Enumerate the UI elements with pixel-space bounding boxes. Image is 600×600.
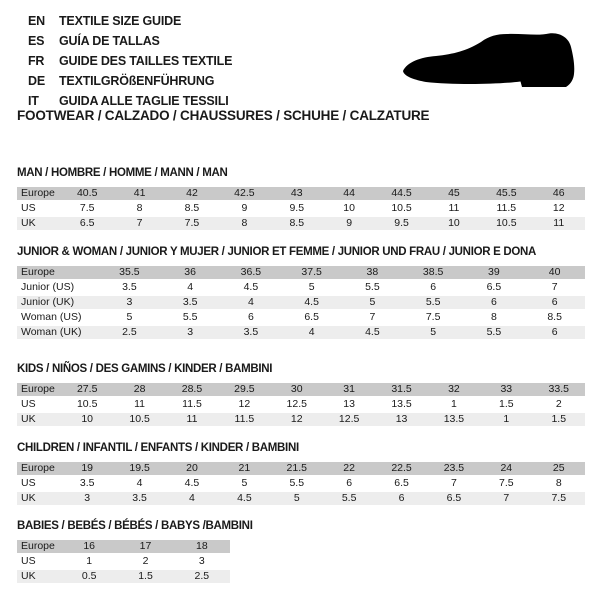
row-label: Junior (UK) [17, 295, 99, 310]
size-value: 12 [218, 397, 270, 412]
language-row-de [28, 71, 232, 91]
size-value: 33 [480, 383, 532, 397]
size-value: 45 [428, 187, 480, 201]
row-label: UK [17, 216, 61, 231]
size-value: 7.5 [403, 310, 464, 325]
language-code: ES [28, 34, 45, 48]
size-value: 12.5 [271, 397, 323, 412]
category-title: FOOTWEAR / CALZADO / CHAUSSURES / SCHUHE / CALZATURE [17, 108, 430, 123]
row-label: UK [17, 412, 61, 427]
size-value: 7.5 [533, 491, 585, 506]
size-value: 4.5 [166, 476, 218, 491]
section-title-man: MAN / HOMBRE / HOMME / MANN / MAN [17, 167, 228, 179]
size-value: 18 [174, 540, 230, 554]
size-value: 6 [221, 310, 282, 325]
size-row-us [17, 397, 585, 412]
size-value: 5 [281, 280, 342, 295]
size-value: 10.5 [113, 412, 165, 427]
size-value: 1.5 [480, 397, 532, 412]
size-value: 33.5 [533, 383, 585, 397]
size-row-europe [17, 540, 230, 554]
size-value: 11 [428, 201, 480, 216]
row-label: US [17, 554, 61, 569]
size-value: 7 [480, 491, 532, 506]
size-row-us [17, 476, 585, 491]
size-value: 11.5 [480, 201, 532, 216]
section-title-children: CHILDREN / INFANTIL / ENFANTS / KINDER / BAMBINI [17, 442, 299, 454]
size-value: 6.5 [61, 216, 113, 231]
size-value: 13 [323, 397, 375, 412]
size-table-babies [17, 540, 230, 585]
size-value: 4 [281, 325, 342, 340]
size-value: 31.5 [375, 383, 427, 397]
size-value: 4.5 [218, 491, 270, 506]
size-value: 6.5 [375, 476, 427, 491]
row-label: Europe [17, 540, 61, 554]
row-label: US [17, 201, 61, 216]
language-label: GUIDA ALLE TAGLIE TESSILI [59, 94, 229, 108]
size-value: 30 [271, 383, 323, 397]
size-value: 5.5 [160, 310, 221, 325]
size-value: 12.5 [323, 412, 375, 427]
size-value: 19 [61, 462, 113, 476]
language-row-es [28, 31, 232, 51]
size-value: 5.5 [271, 476, 323, 491]
size-row-europe [17, 462, 585, 476]
size-value: 4 [160, 280, 221, 295]
size-value: 6 [464, 295, 525, 310]
section-children [17, 442, 585, 507]
size-value: 3 [160, 325, 221, 340]
size-value: 3.5 [99, 280, 160, 295]
size-value: 35.5 [99, 266, 160, 280]
size-value: 6 [403, 280, 464, 295]
size-value: 8 [218, 216, 270, 231]
section-kids [17, 363, 585, 428]
size-value: 9 [323, 216, 375, 231]
size-table-junior-woman [17, 266, 585, 341]
language-code: DE [28, 74, 45, 88]
language-code: EN [28, 14, 45, 28]
row-label: Junior (US) [17, 280, 99, 295]
size-value: 4.5 [281, 295, 342, 310]
size-value: 13.5 [375, 397, 427, 412]
size-value: 6.5 [464, 280, 525, 295]
size-value: 10.5 [480, 216, 532, 231]
size-value: 32 [428, 383, 480, 397]
size-value: 44.5 [375, 187, 427, 201]
row-label: Europe [17, 383, 61, 397]
size-value: 36 [160, 266, 221, 280]
size-value: 4.5 [342, 325, 403, 340]
row-label: US [17, 397, 61, 412]
size-value: 6 [524, 325, 585, 340]
size-value: 1.5 [117, 569, 173, 584]
size-value: 31 [323, 383, 375, 397]
size-value: 3.5 [113, 491, 165, 506]
size-value: 13 [375, 412, 427, 427]
size-row-us [17, 201, 585, 216]
size-value: 7.5 [166, 216, 218, 231]
size-value: 9.5 [375, 216, 427, 231]
size-row-us [17, 554, 230, 569]
size-value: 7 [428, 476, 480, 491]
size-value: 9.5 [271, 201, 323, 216]
size-row-europe [17, 383, 585, 397]
size-value: 8 [113, 201, 165, 216]
section-babies [17, 520, 253, 585]
size-value: 36.5 [221, 266, 282, 280]
size-value: 5 [99, 310, 160, 325]
size-value: 1 [61, 554, 117, 569]
size-row-uk [17, 569, 230, 584]
size-value: 7 [524, 280, 585, 295]
row-label: UK [17, 491, 61, 506]
size-value: 3.5 [221, 325, 282, 340]
language-row-fr [28, 51, 232, 71]
size-row-woman-uk [17, 325, 585, 340]
size-value: 10.5 [375, 201, 427, 216]
size-value: 39 [464, 266, 525, 280]
size-value: 17 [117, 540, 173, 554]
size-value: 11 [166, 412, 218, 427]
size-value: 10 [61, 412, 113, 427]
size-value: 7.5 [480, 476, 532, 491]
row-label: Europe [17, 266, 99, 280]
section-junior-woman [17, 246, 585, 341]
size-value: 2.5 [99, 325, 160, 340]
size-value: 37.5 [281, 266, 342, 280]
size-value: 42.5 [218, 187, 270, 201]
size-table-kids [17, 383, 585, 428]
size-value: 19.5 [113, 462, 165, 476]
size-value: 46 [533, 187, 585, 201]
size-value: 41 [113, 187, 165, 201]
size-value: 4.5 [221, 280, 282, 295]
size-value: 6 [524, 295, 585, 310]
size-value: 7 [342, 310, 403, 325]
size-value: 16 [61, 540, 117, 554]
size-value: 9 [218, 201, 270, 216]
size-value: 23.5 [428, 462, 480, 476]
size-value: 40 [524, 266, 585, 280]
section-man [17, 167, 585, 232]
size-row-uk [17, 412, 585, 427]
section-title-junior-woman: JUNIOR & WOMAN / JUNIOR Y MUJER / JUNIOR ET FEMME / JUNIOR UND FRAU / JUNIOR E DONA [17, 246, 537, 258]
size-value: 11.5 [218, 412, 270, 427]
size-value: 4 [113, 476, 165, 491]
size-value: 6 [375, 491, 427, 506]
row-label: Europe [17, 187, 61, 201]
size-row-uk [17, 216, 585, 231]
language-title-list [28, 11, 232, 111]
row-label: UK [17, 569, 61, 584]
language-label: GUIDE DES TAILLES TEXTILE [59, 54, 233, 68]
size-value: 8.5 [166, 201, 218, 216]
size-value: 21 [218, 462, 270, 476]
size-value: 11 [533, 216, 585, 231]
size-value: 22.5 [375, 462, 427, 476]
size-row-junior-us [17, 280, 585, 295]
size-row-europe [17, 187, 585, 201]
size-value: 3.5 [160, 295, 221, 310]
row-label: US [17, 476, 61, 491]
language-label: TEXTILE SIZE GUIDE [59, 14, 182, 28]
size-value: 20 [166, 462, 218, 476]
language-label: TEXTILGRÖßENFÜHRUNG [59, 74, 215, 88]
size-value: 12 [271, 412, 323, 427]
size-value: 2.5 [174, 569, 230, 584]
size-value: 5 [271, 491, 323, 506]
size-value: 1 [428, 397, 480, 412]
size-value: 8 [533, 476, 585, 491]
size-value: 5 [342, 295, 403, 310]
size-value: 28.5 [166, 383, 218, 397]
size-value: 5 [403, 325, 464, 340]
size-value: 40.5 [61, 187, 113, 201]
size-value: 10 [323, 201, 375, 216]
section-title-kids: KIDS / NIÑOS / DES GAMINS / KINDER / BAMBINI [17, 363, 273, 375]
size-value: 5 [218, 476, 270, 491]
language-row-en [28, 11, 232, 31]
size-value: 10.5 [61, 397, 113, 412]
size-value: 44 [323, 187, 375, 201]
size-value: 38 [342, 266, 403, 280]
size-value: 7.5 [61, 201, 113, 216]
language-label: GUÍA DE TALLAS [59, 34, 160, 48]
size-row-junior-uk [17, 295, 585, 310]
size-value: 7 [113, 216, 165, 231]
row-label: Europe [17, 462, 61, 476]
size-value: 4 [166, 491, 218, 506]
size-value: 13.5 [428, 412, 480, 427]
size-value: 12 [533, 201, 585, 216]
size-value: 38.5 [403, 266, 464, 280]
size-value: 5.5 [342, 280, 403, 295]
size-value: 29.5 [218, 383, 270, 397]
size-value: 2 [533, 397, 585, 412]
size-value: 22 [323, 462, 375, 476]
size-value: 6 [323, 476, 375, 491]
size-table-children [17, 462, 585, 507]
size-table-man [17, 187, 585, 232]
size-value: 6.5 [281, 310, 342, 325]
size-row-uk [17, 491, 585, 506]
size-value: 43 [271, 187, 323, 201]
language-code: FR [28, 54, 45, 68]
size-value: 11.5 [166, 397, 218, 412]
size-value: 24 [480, 462, 532, 476]
size-value: 3 [99, 295, 160, 310]
size-value: 25 [533, 462, 585, 476]
size-value: 8.5 [524, 310, 585, 325]
size-value: 21.5 [271, 462, 323, 476]
language-code: IT [28, 94, 39, 108]
size-row-europe [17, 266, 585, 280]
size-value: 3.5 [61, 476, 113, 491]
size-value: 5.5 [403, 295, 464, 310]
size-value: 5.5 [464, 325, 525, 340]
size-value: 28 [113, 383, 165, 397]
size-value: 11 [113, 397, 165, 412]
size-value: 42 [166, 187, 218, 201]
size-value: 2 [117, 554, 173, 569]
dress-shoe-icon [390, 25, 590, 100]
section-title-babies: BABIES / BEBÉS / BÉBÉS / BABYS /BAMBINI [17, 520, 253, 532]
size-value: 8.5 [271, 216, 323, 231]
size-value: 1.5 [533, 412, 585, 427]
size-value: 8 [464, 310, 525, 325]
size-row-woman-us [17, 310, 585, 325]
size-value: 6.5 [428, 491, 480, 506]
size-value: 3 [61, 491, 113, 506]
size-value: 5.5 [323, 491, 375, 506]
size-value: 0.5 [61, 569, 117, 584]
size-value: 10 [428, 216, 480, 231]
row-label: Woman (UK) [17, 325, 99, 340]
size-value: 27.5 [61, 383, 113, 397]
row-label: Woman (US) [17, 310, 99, 325]
size-value: 45.5 [480, 187, 532, 201]
size-value: 4 [221, 295, 282, 310]
size-value: 1 [480, 412, 532, 427]
size-value: 3 [174, 554, 230, 569]
